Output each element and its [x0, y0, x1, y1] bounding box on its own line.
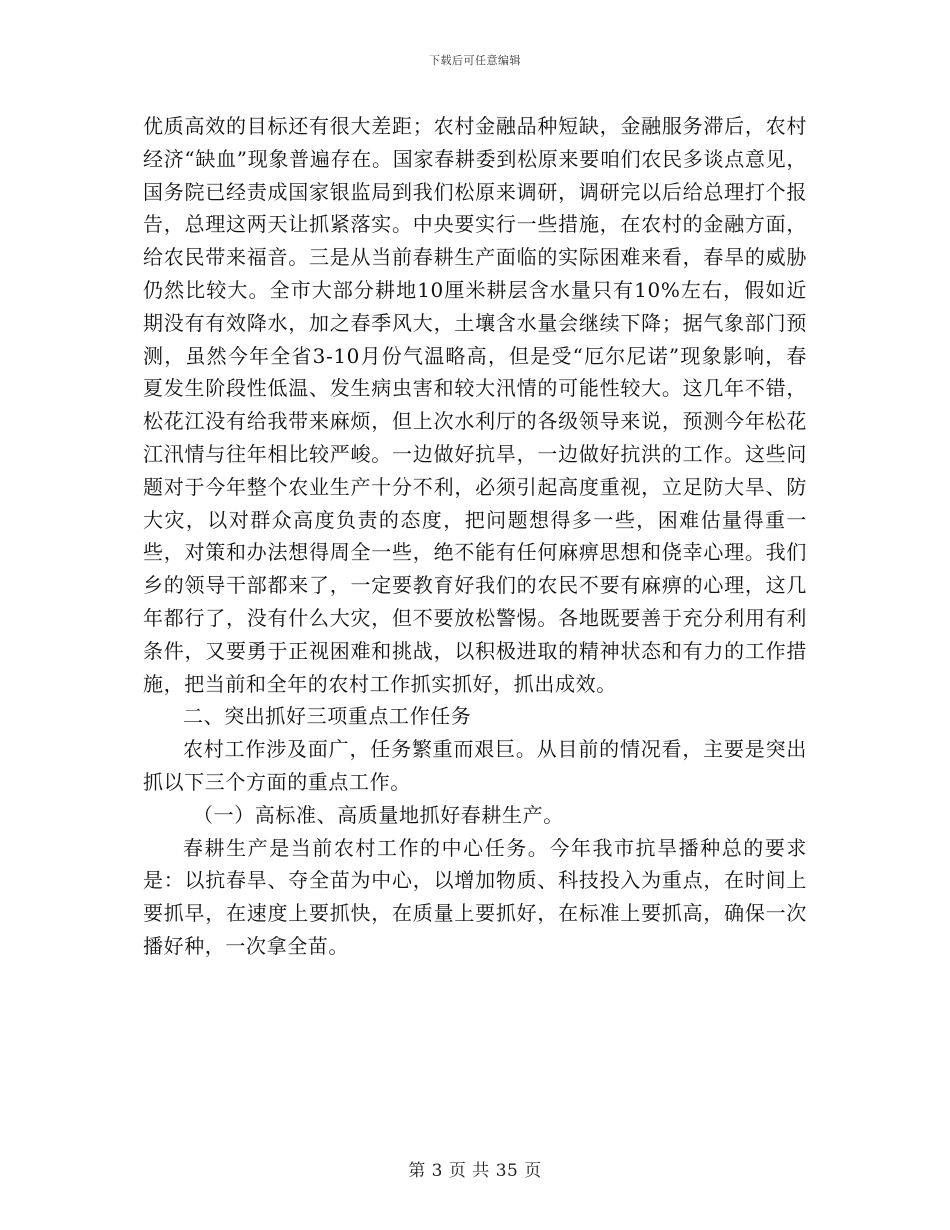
- subsection-heading: （一）高标准、高质量地抓好春耕生产。: [193, 802, 564, 827]
- page-number-footer: 第 3 页 共 35 页: [408, 1161, 542, 1181]
- body-paragraph: 农村工作涉及面广，任务繁重而艰巨。从目前的情况看，主要是突出抓以下三个方面的重点工作。: [143, 737, 807, 794]
- page-header-note: 下载后可任意编辑: [429, 54, 521, 67]
- body-paragraph-continued: 优质高效的目标还有很大差距；农村金融品种短缺，金融服务滞后，农村经济“缺血”现象普遍存在。国家春耕委到松原来要咱们农民多谈点意见，国务院已经责成国家银监局到我们松原来调研，调研完以后给总理打个报告，总理这两天让抓紧落实。中央要实行一些措施，在农村的金融方面，给农民带来福音。三是从当前春耕生产面临的实际困难来看，春旱的威胁仍然比较大。全市大部分耕地10厘米耕层含水量只有10%左右，假如近期没有有效降水，加之春季风大，土壤含水量会继续下降；据气象部门预测，虽然今年全省3-10月份气温略高，但是受“厄尔尼诺”现象影响，春夏发生阶段性低温、发生病虫害和较大汛情的可能性较大。这几年不错，松花江没有给我带来麻烦，但上次水利厅的各级领导来说，预测今年松花江汛情与往年相比较严峻。一边做好抗旱，一边做好抗洪的工作。这些问题对于今年整个农业生产十分不利，必须引起高度重视，立足防大旱、防大灾，以对群众高度负责的态度，把问题想得多一些，困难估量得重一些，对策和办法想得周全一些，绝不能有任何麻痹思想和侥幸心理。我们乡的领导干部都来了，一定要教育好我们的农民不要有麻痹的心理，这几年都行了，没有什么大灾，但不要放松警惕。各地既要善于充分利用有利条件，又要勇于正视困难和挑战，以积极进取的精神状态和有力的工作措施，把当前和全年的农村工作抓实抓好，抓出成效。: [143, 114, 807, 696]
- body-paragraph: 春耕生产是当前农村工作的中心任务。今年我市抗旱播种总的要求是：以抗春旱、夺全苗为中心，以增加物质、科技投入为重点，在时间上要抓早，在速度上要抓快，在质量上要抓好，在标准上要抓高，确保一次播好种，一次拿全苗。: [143, 835, 807, 958]
- document-body: [143, 110, 807, 963]
- section-heading: 二、突出抓好三项重点工作任务: [183, 704, 472, 729]
